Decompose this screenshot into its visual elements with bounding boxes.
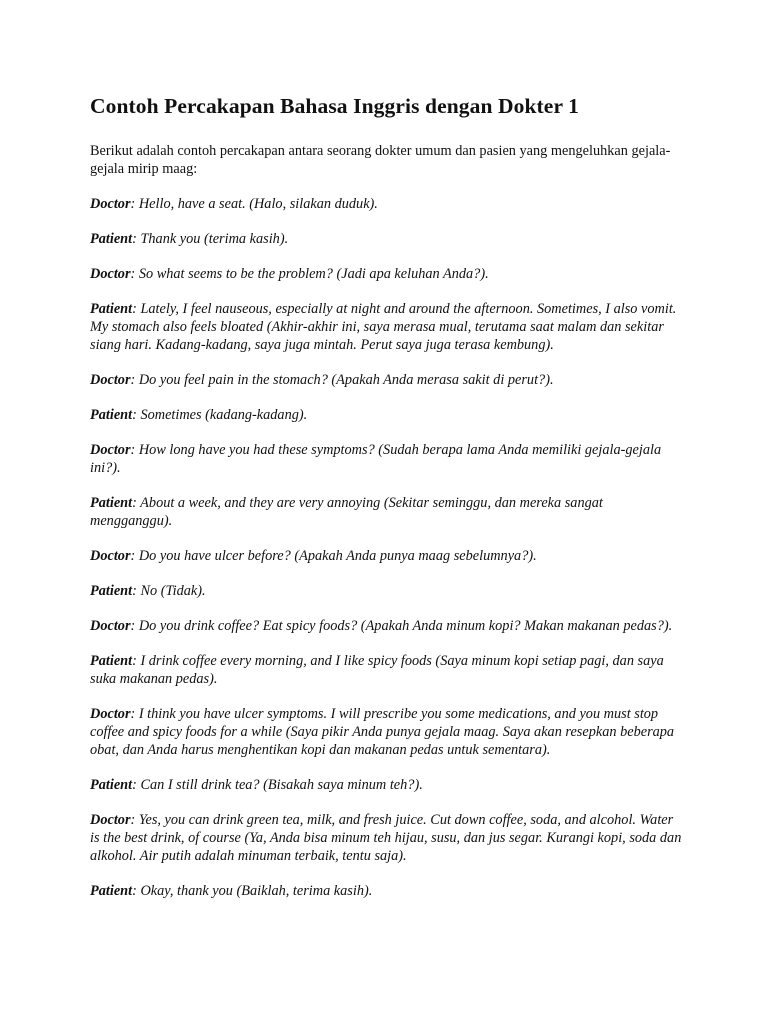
speaker-label: Doctor — [90, 706, 131, 722]
speaker-label: Doctor — [90, 266, 131, 282]
dialogue-text: : Can I still drink tea? (Bisakah saya minum teh?). — [132, 777, 423, 793]
dialogue-line-patient — [90, 882, 682, 900]
dialogue-text: : About a week, and they are very annoying (Sekitar seminggu, dan mereka sangat mengganggu). — [90, 495, 603, 529]
speaker-label: Doctor — [90, 442, 131, 458]
speaker-label: Patient — [90, 407, 133, 423]
document-page — [90, 92, 682, 917]
intro-paragraph: Berikut adalah contoh percakapan antara seorang dokter umum dan pasien yang mengeluhkan gejala-gejala mirip maag: — [90, 143, 671, 177]
dialogue-line-doctor — [90, 617, 682, 635]
dialogue-line-doctor — [90, 705, 682, 759]
speaker-label: Patient — [90, 231, 133, 247]
dialogue-text: : How long have you had these symptoms? (Sudah berapa lama Anda memiliki gejala-gejala ini?). — [90, 442, 662, 476]
dialogue-text: : Do you drink coffee? Eat spicy foods? (Apakah Anda minum kopi? Makan makanan pedas?). — [130, 618, 673, 634]
speaker-label: Doctor — [90, 812, 131, 828]
speaker-label: Patient — [90, 495, 133, 511]
dialogue-text: : Lately, I feel nauseous, especially at night and around the afternoon. Sometimes, I also vomit. My stomach also feels bloated (Akhir-akhir ini, saya merasa mual, terutama saat malam dan sekitar siang hari. Kadang-kadang, saya juga mintah. Perut saya juga terasa kembung). — [90, 301, 677, 353]
speaker-label: Doctor — [90, 548, 131, 564]
dialogue-line-doctor — [90, 547, 682, 565]
dialogue-line-doctor — [90, 441, 682, 477]
dialogue-line-patient — [90, 230, 682, 248]
dialogue-line-patient — [90, 406, 682, 424]
dialogue-line-patient — [90, 300, 682, 354]
dialogue-text: : Do you have ulcer before? (Apakah Anda punya maag sebelumnya?). — [130, 548, 537, 564]
dialogue-line-doctor — [90, 811, 682, 865]
dialogue-text: : Do you feel pain in the stomach? (Apakah Anda merasa sakit di perut?). — [130, 372, 554, 388]
speaker-label: Doctor — [90, 196, 131, 212]
speaker-label: Doctor — [90, 618, 131, 634]
dialogue-line-doctor — [90, 265, 682, 283]
speaker-label: Patient — [90, 301, 133, 317]
speaker-label: Doctor — [90, 372, 131, 388]
dialogue-text: : So what seems to be the problem? (Jadi apa keluhan Anda?). — [130, 266, 489, 282]
dialogue-text: : I think you have ulcer symptoms. I will prescribe you some medications, and you must stop coffee and spicy foods for a while (Saya pikir Anda punya gejala maag. Saya akan resepkan beberapa obat, dan Anda harus menghentikan kopi dan makanan pedas untuk sementara). — [90, 706, 675, 758]
dialogue-text: : Yes, you can drink green tea, milk, and fresh juice. Cut down coffee, soda, and alcohol. Water is the best drink, of course (Ya, Anda bisa minum teh hijau, susu, dan jus segar. Kurangi kopi, soda dan alkohol. Air putih adalah minuman terbaik, tentu saja). — [90, 812, 682, 864]
dialogue-text: : Sometimes (kadang-kadang). — [132, 407, 308, 423]
dialogue-text: : Thank you (terima kasih). — [132, 231, 289, 247]
page-title: Contoh Percakapan Bahasa Inggris dengan Dokter 1 — [90, 94, 580, 118]
speaker-label: Patient — [90, 777, 133, 793]
dialogue-line-doctor — [90, 371, 682, 389]
dialogue-text: : No (Tidak). — [132, 583, 206, 599]
dialogue-text: : Okay, thank you (Baiklah, terima kasih). — [132, 883, 373, 899]
dialogue-line-patient — [90, 652, 682, 688]
dialogue-line-doctor — [90, 195, 682, 213]
dialogue-text: : I drink coffee every morning, and I like spicy foods (Saya minum kopi setiap pagi, dan saya suka makanan pedas). — [90, 653, 664, 687]
dialogue-line-patient — [90, 582, 682, 600]
speaker-label: Patient — [90, 653, 133, 669]
speaker-label: Patient — [90, 583, 133, 599]
dialogue-line-patient — [90, 494, 682, 530]
speaker-label: Patient — [90, 883, 133, 899]
dialogue-text: : Hello, have a seat. (Halo, silakan duduk). — [130, 196, 378, 212]
dialogue-line-patient — [90, 776, 682, 794]
